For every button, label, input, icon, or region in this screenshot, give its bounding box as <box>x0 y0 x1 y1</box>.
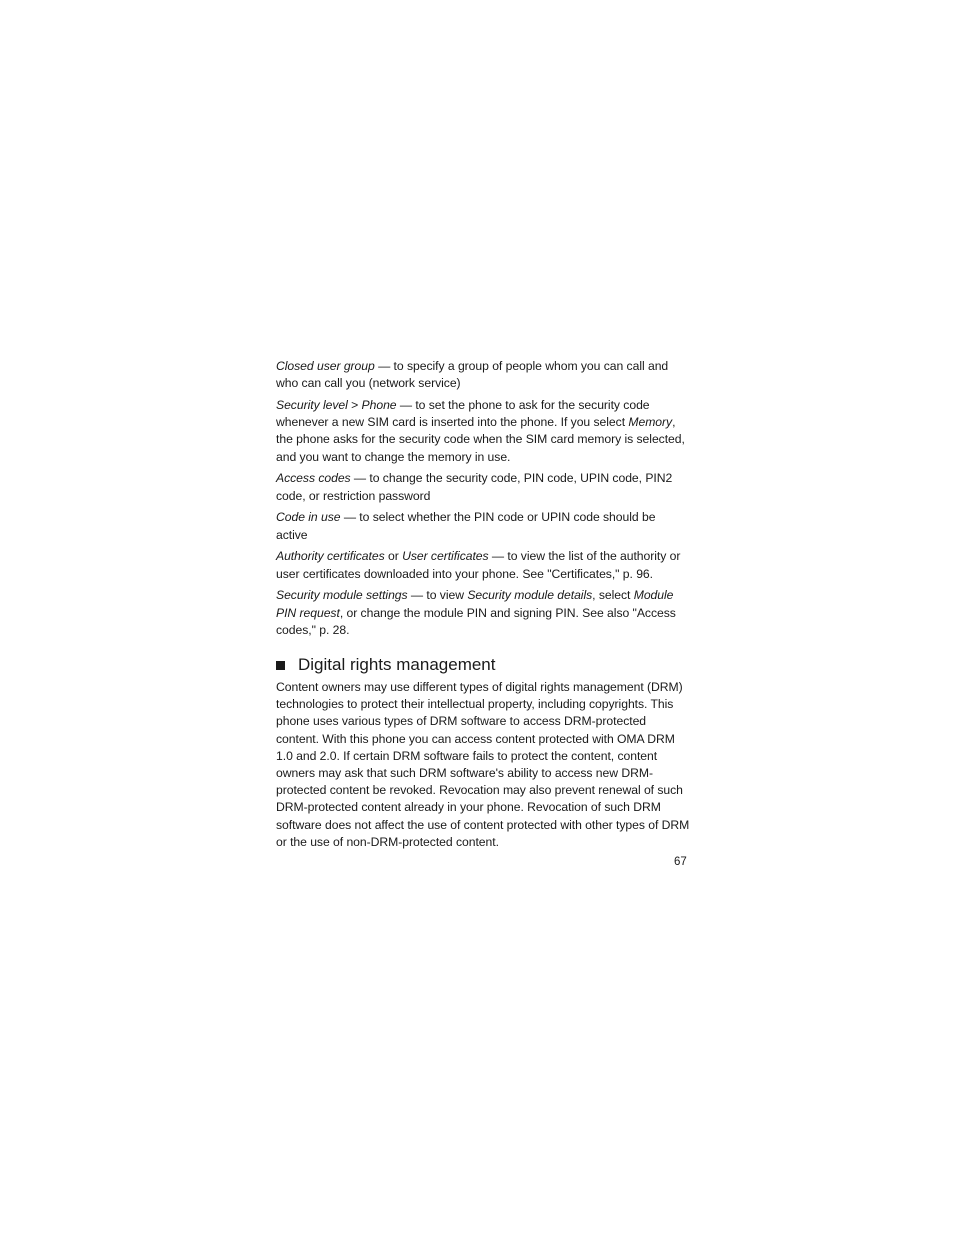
setting-description: — to specify a group of people whom you can call and who can call you (network service) <box>276 359 669 391</box>
section-body: Content owners may use different types of digital rights management (DRM) technologies to protect their intellectual property, including copyrights. This phone uses various types of DRM software to access DRM-protected content. With this phone you can access content protected with OMA DRM 1.0 and 2.0. If certain DRM software fails to protect the content, content owners may ask that such DRM software's ability to access new DRM-protected content be revoked. Revocation may also prevent renewal of such DRM-protected content already in your phone. Revocation of such DRM software does not affect the use of content protected with other types of DRM or the use of non-DRM-protected content. <box>276 680 690 849</box>
page-number: 67 <box>674 856 687 868</box>
settings-item <box>276 470 690 504</box>
settings-item <box>276 397 690 466</box>
settings-list <box>276 358 690 639</box>
setting-option: Module PIN request <box>276 588 674 620</box>
settings-item <box>276 358 690 392</box>
setting-description: — to set the phone to ask for the security code whenever a new SIM card is inserted into the phone. If you select <box>276 398 650 430</box>
setting-connector: or <box>384 549 403 564</box>
section-title: Digital rights management <box>298 655 496 675</box>
section-heading <box>276 653 690 677</box>
setting-term: User certificates <box>402 549 489 564</box>
setting-description: , or change the module PIN and signing PIN. See also "Access codes," p. 28. <box>276 605 676 637</box>
setting-term: Phone <box>361 398 397 412</box>
setting-description: — to change the security code, PIN code, UPIN code, PIN2 code, or restriction password <box>276 471 673 503</box>
setting-option: Memory <box>628 415 673 430</box>
setting-connector: > <box>347 398 362 412</box>
setting-description: — to select whether the PIN code or UPIN code should be active <box>276 510 656 542</box>
setting-option: Security module details <box>467 588 593 603</box>
setting-description: — to view <box>407 588 468 603</box>
setting-term: Access codes <box>276 471 351 486</box>
settings-item <box>276 587 690 639</box>
page-content <box>276 358 690 851</box>
setting-term: Security level <box>276 398 348 412</box>
setting-term: Code in use <box>276 510 341 525</box>
setting-term: Security module settings <box>276 588 408 603</box>
setting-term: Closed user group <box>276 359 375 373</box>
settings-item <box>276 548 690 582</box>
square-bullet-icon <box>276 661 285 670</box>
setting-description: , select <box>592 588 634 603</box>
setting-description: — to view the list of the authority or user certificates downloaded into your phone. See "Certificates," p. 96. <box>276 549 681 581</box>
setting-term: Authority certificates <box>276 549 385 564</box>
settings-item <box>276 509 690 543</box>
setting-description: , the phone asks for the security code when the SIM card memory is selected, and you want to change the memory in use. <box>276 415 685 464</box>
